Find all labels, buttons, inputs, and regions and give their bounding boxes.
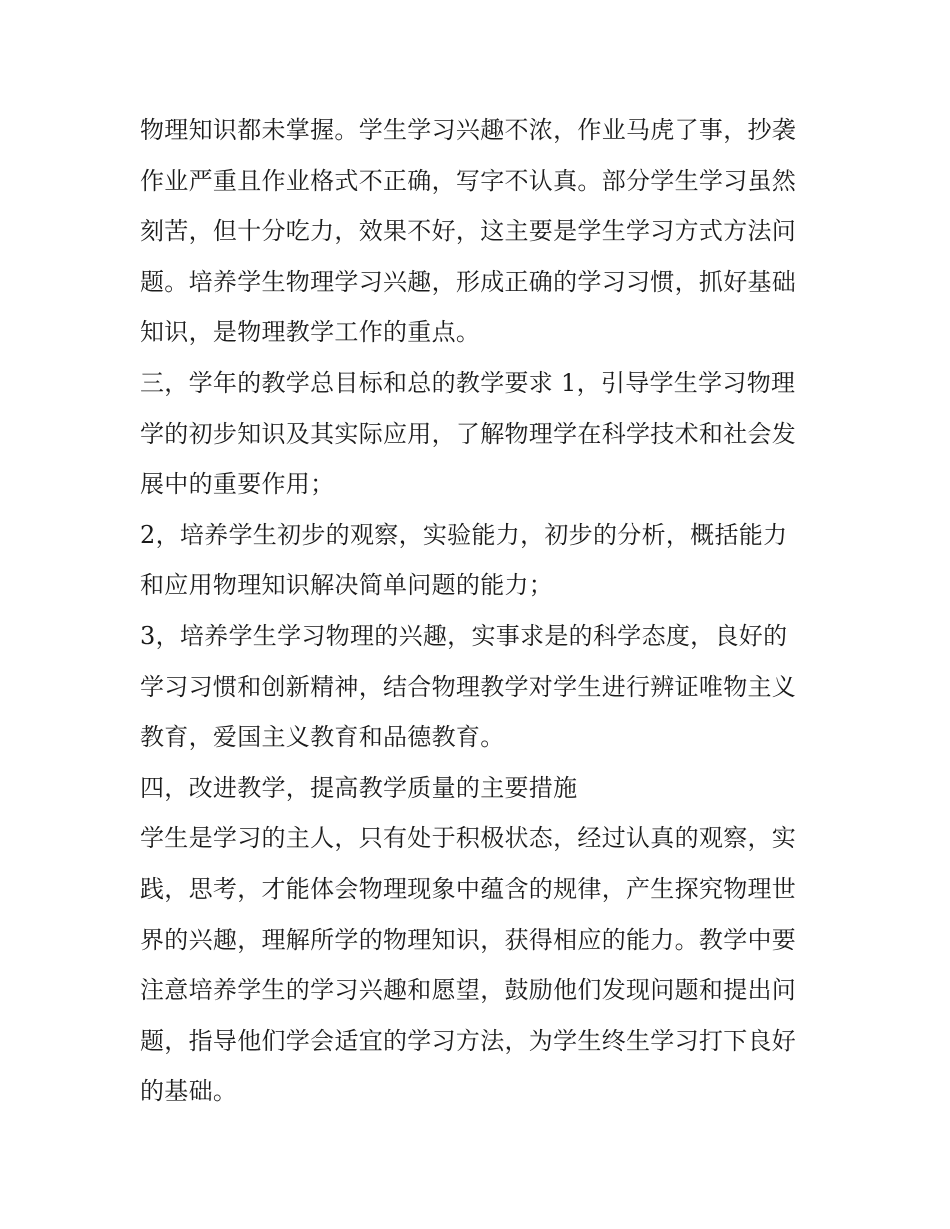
text-line-8: 展中的重要作用； (140, 470, 335, 499)
text-line-5: 知识，是物理教学工作的重点。 (140, 318, 481, 347)
list-item-3-line-3: 教育，爱国主义教育和品德教育。 (140, 723, 505, 752)
text-line-19: 题，指导他们学会适宜的学习方法，为学生终生学习打下良好 (140, 1026, 797, 1055)
text-line-7: 学的初步知识及其实际应用，了解物理学在科学技术和社会发 (140, 419, 797, 448)
list-item-2-line-2: 和应用物理知识解决简单问题的能力； (140, 571, 554, 600)
list-item-3-line-1: 3，培养学生学习物理的兴趣，实事求是的科学态度，良好的 (140, 621, 788, 650)
text-line-15: 学生是学习的主人，只有处于积极状态，经过认真的观察，实 (140, 824, 797, 853)
text-line-20: 的基础。 (140, 1077, 238, 1106)
document-body (140, 105, 820, 1117)
text-line-16: 践，思考，才能体会物理现象中蕴含的规律，产生探究物理世 (140, 874, 797, 903)
list-item-3-line-2: 学习习惯和创新精神，结合物理教学对学生进行辨证唯物主义 (140, 672, 797, 701)
text-line-2: 作业严重且作业格式不正确，写字不认真。部分学生学习虽然 (140, 166, 797, 195)
text-line-3: 刻苦，但十分吃力，效果不好，这主要是学生学习方式方法问 (140, 217, 797, 246)
section-heading-3-line-1: 三，学年的教学总目标和总的教学要求 1，引导学生学习物理 (140, 368, 796, 397)
text-line-17: 界的兴趣，理解所学的物理知识，获得相应的能力。教学中要 (140, 925, 797, 954)
text-line-4: 题。培养学生物理学习兴趣，形成正确的学习习惯，抓好基础 (140, 267, 797, 296)
list-item-2-line-1: 2，培养学生初步的观察，实验能力，初步的分析，概括能力 (140, 520, 788, 549)
text-line-18: 注意培养学生的学习兴趣和愿望，鼓励他们发现问题和提出问 (140, 976, 797, 1005)
section-heading-4: 四，改进教学，提高教学质量的主要措施 (140, 773, 578, 802)
text-line-1: 物理知识都未掌握。学生学习兴趣不浓，作业马虎了事，抄袭 (140, 116, 797, 144)
